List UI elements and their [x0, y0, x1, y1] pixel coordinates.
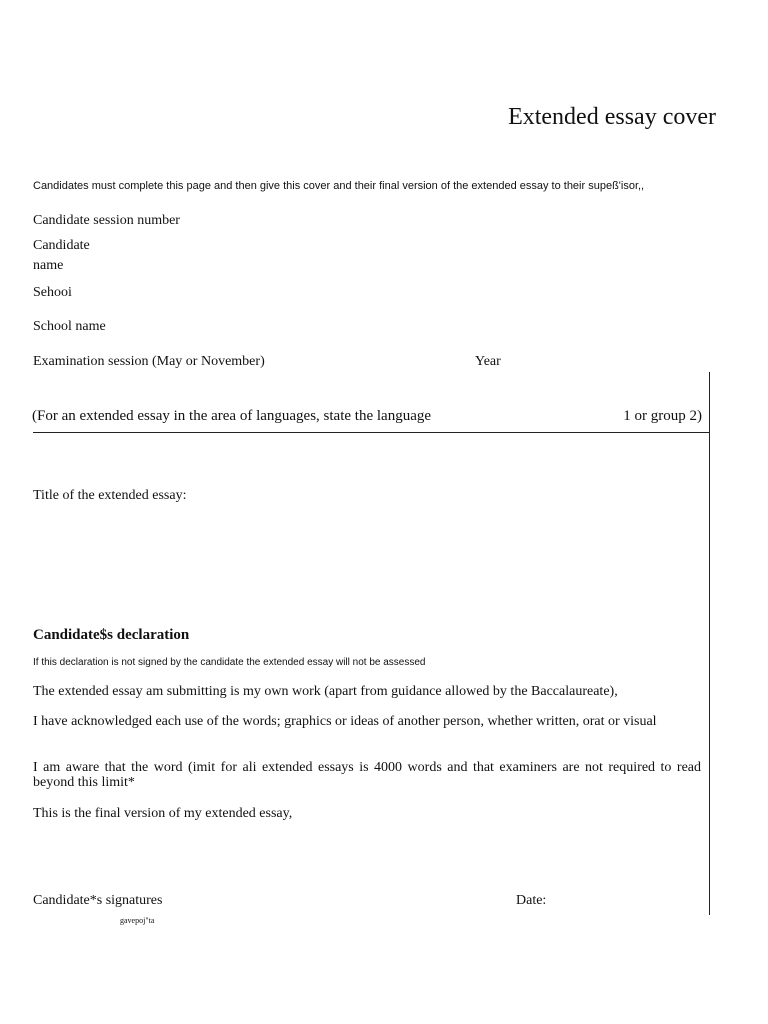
candidate-name-label-line1: Candidate	[33, 238, 90, 253]
declaration-statement-1: The extended essay am submitting is my own work (apart from guidance allowed by the Baccalaureate),	[33, 684, 618, 699]
declaration-note: If this declaration is not signed by the candidate the extended essay will not be assessed	[33, 657, 426, 668]
school-label: Sehooi	[33, 285, 72, 300]
essay-title-label: Title of the extended essay:	[33, 488, 187, 503]
signature-sub-text: gavepoj"ta	[120, 916, 155, 925]
declaration-statement-3: I am aware that the word (imit for ali extended essays is 4000 words and that examiners are not required to read beyond this limit*	[33, 760, 701, 790]
language-note: (For an extended essay in the area of languages, state the language	[32, 408, 432, 424]
page-title: Extended essay cover	[508, 104, 716, 130]
session-number-label: Candidate session number	[33, 213, 180, 228]
school-name-label: School name	[33, 319, 106, 334]
year-label: Year	[475, 354, 501, 369]
declaration-statement-4: This is the final version of my extended essay,	[33, 806, 293, 821]
instructions-text: Candidates must complete this page and then give this cover and their final version of the extended essay to their supeß'isor,,	[33, 180, 645, 192]
form-vertical-rule	[709, 372, 710, 915]
signature-label: Candidate*s signatures	[33, 893, 163, 908]
declaration-statement-2: I have acknowledged each use of the words; graphics or ideas of another person, whether written, orat or visual	[33, 714, 657, 729]
form-horizontal-rule	[33, 432, 710, 433]
exam-session-label: Examination session (May or November)	[33, 354, 265, 369]
candidate-name-label-line2: name	[33, 258, 64, 273]
declaration-heading: Candidate$s declaration	[33, 627, 190, 643]
date-label: Date:	[516, 893, 547, 908]
language-note-end: 1 or group 2)	[623, 408, 702, 424]
